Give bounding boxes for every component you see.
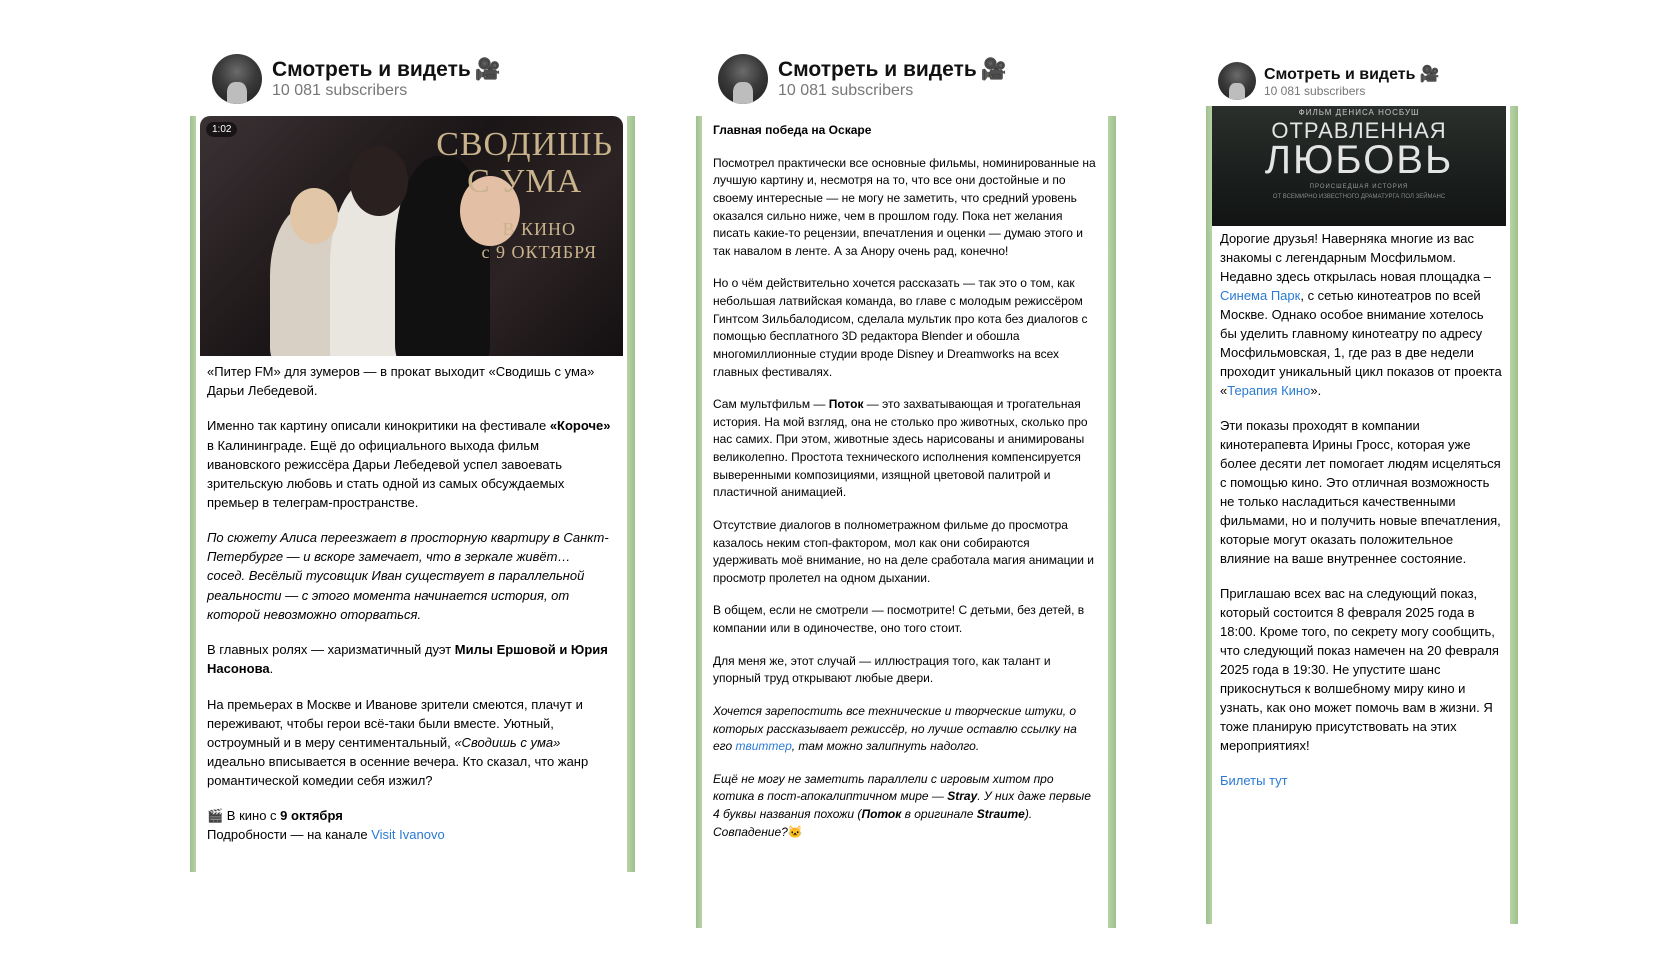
movie-camera-icon: 🎥 — [980, 58, 1007, 81]
subscriber-count: 10 081 subscribers — [1264, 84, 1366, 98]
paragraph: Для меня же, этот случай — иллюстрация того, как талант и упорный труд открывают любые двери. — [713, 653, 1051, 686]
poster-title: СВОДИШЬ С УМА — [436, 126, 613, 201]
poster-title-line-1: ОТРАВЛЕННАЯ — [1271, 118, 1447, 143]
post-body — [190, 116, 635, 872]
twitter-link[interactable]: твиттер — [735, 739, 792, 754]
terapiya-kino-link[interactable]: Терапия Кино — [1227, 382, 1311, 398]
post-heading: Главная победа на Оскаре — [713, 123, 872, 137]
avatar[interactable] — [718, 54, 768, 104]
channel-header[interactable] — [212, 54, 501, 104]
subscriber-count: 10 081 subscribers — [778, 82, 914, 99]
post-text — [1220, 230, 1504, 791]
poster-caption: ФИЛЬМ ДЕНИСА НОСБУШ — [1298, 108, 1420, 117]
paragraph: Отсутствие диалогов в полнометражном фильме до просмотра казалось неким стоп-фактором, мол как они собираются удерживать моё внимание, но на деле сработала магия анимации и просмотр пролетел на одном дыхании. — [713, 517, 1094, 585]
paragraph: Именно так картину описали кинокритики на фестивале «Короче» в Калининграде. Ещё до официального выхода фильм ивановского режиссёра Дарьи Лебедевой успел завоевать зрительскую любовь и стать одной из самых обсуждаемых премьер в телеграм-пространстве. — [207, 418, 611, 510]
post-text — [713, 122, 1097, 856]
poster-release: В КИНО с 9 ОКТЯБРЯ — [481, 219, 597, 262]
paragraph: Сам мультфильм — Поток — это захватывающая и трогательная история. На мой взгляд, она не столько про животных, сколько про нас самих. При этом, животные здесь нарисованы и анимированы великолепно. Простота технического исполнения компенсируется выверенными композициями, изящной цветовой палитрой и пластичной анимацией. — [713, 397, 1088, 500]
movie-camera-icon: 🎥 — [1419, 66, 1440, 83]
channel-title: Смотреть и видеть 🎥 — [1264, 66, 1440, 83]
paragraph: На премьерах в Москве и Иванове зрители смеются, плачут и переживают, чтобы герои всё-таки были вместе. Уютный, остроумный и в меру сентиментальный, «Сводишь с ума» идеально вписывается в осенние вечера. Кто сказал, что жанр романтической комедии себя изжил? — [207, 696, 589, 788]
cinema-park-link[interactable]: Синема Парк — [1220, 287, 1301, 303]
paragraph: «Питер FM» для зумеров — в прокат выходит «Сводишь с ума» Дарьи Лебедевой. — [207, 364, 595, 399]
release-line: 🎬 В кино с 9 октября — [207, 808, 343, 824]
subscriber-count: 10 081 subscribers — [272, 82, 408, 99]
clapper-icon: 🎬 — [207, 808, 224, 824]
post-text — [207, 362, 612, 845]
video-duration: 1:02 — [206, 122, 237, 137]
paragraph: Посмотрел практически все основные фильмы, номинированные на лучшую картину и, несмотря на то, что все они достойные и по своему интересные — не могу не заметить, что средний уровень оказался сильно ниже, чем в прошлом году. Пока нет желания писать какие-то рецензии, впечатления и оценки — думаю этого и так навалом в ленте. А за Анору очень рад, конечно! — [713, 155, 1096, 258]
paragraph: Приглашаю всех вас на следующий показ, который состоится 8 февраля 2025 года в 18:00. Кроме того, по секрету могу сообщить, что следующий показ намечен на 20 февраля 2025 года в 19:30. Не упустите шанс прикоснуться к волшебному миру кино и узнать, как оно может помочь вам в жизни. Я тоже планирую присутствовать на этих мероприятиях! — [1220, 585, 1499, 753]
tickets-link[interactable]: Билеты тут — [1220, 772, 1288, 788]
post-body — [1206, 106, 1518, 924]
post-body — [696, 116, 1116, 928]
avatar[interactable] — [212, 54, 262, 104]
cat-icon: 🐱 — [787, 824, 803, 839]
poster-image[interactable] — [1212, 106, 1506, 226]
details-line: Подробности — на канале Visit Ivanovo — [207, 827, 445, 843]
poster-title-line-2: ЛЮБОВЬ — [1264, 138, 1454, 182]
video-preview[interactable] — [200, 116, 623, 356]
paragraph: По сюжету Алиса переезжает в просторную квартиру в Санкт-Петербурге — и вскоре замечает, что в зеркале живёт… сосед. Весёлый тусовщик Иван существует в параллельной реальности — с этого момента начинается история, от которой невозможно оторваться. — [207, 530, 609, 622]
channel-header[interactable] — [718, 54, 1007, 104]
paragraph: В общем, если не смотрели — посмотрите! С детьми, без детей, в компании или в одиночестве, оно того стоит. — [713, 603, 1085, 635]
channel-title: Смотреть и видеть 🎥 — [272, 58, 501, 81]
channel-title: Смотреть и видеть 🎥 — [778, 58, 1007, 81]
poster-subtitle: ПРОИСШЕДШАЯ ИСТОРИЯ — [1309, 184, 1409, 190]
paragraph: Хочется зарепостить все технические и творческие штуки, о которых рассказывает режиссёр, но лучше оставлю ссылку на его твиттер, там можно залипнуть надолго. — [713, 703, 1077, 754]
avatar[interactable] — [1218, 62, 1256, 100]
paragraph: Ещё не могу не заметить параллели с игровым хитом про котика в пост-апокалиптичном мире — Stray. У них даже первые 4 буквы названия похожи (Поток в оригинале Straume). Совпадение?🐱 — [713, 771, 1091, 839]
paragraph: Дорогие друзья! Наверняка многие из вас знакомы с легендарным Мосфильмом. Недавно здесь открылась новая площадка – Синема Парк, с сетью кинотеатров по всей Москве. Однако особое внимание хотелось бы уделить главному кинотеатру по адресу Мосфильмовская, 1, где раз в две недели проходит уникальный цикл показов от проекта «Терапия Кино». — [1220, 231, 1502, 398]
visit-ivanovo-link[interactable]: Visit Ivanovo — [371, 827, 445, 843]
poster-credit: ОТ ВСЕМИРНО ИЗВЕСТНОГО ДРАМАТУРГА ПОЛ ЗЕЙМАНС — [1272, 194, 1446, 200]
paragraph: В главных ролях — харизматичный дуэт Милы Ершовой и Юрия Насонова. — [207, 642, 608, 677]
channel-header[interactable] — [1218, 62, 1439, 100]
movie-camera-icon: 🎥 — [474, 58, 501, 81]
paragraph: Эти показы проходят в компании кинотерапевта Ирины Гросс, которая уже более десяти лет помогает людям исцеляться с помощью кино. Это отличная возможность не только насладиться качественными фильмами, но и получить новые впечатления, которые могут оказать положительное влияние на ваше внутреннее состояние. — [1220, 417, 1501, 566]
paragraph: Но о чём действительно хочется рассказать — так это о том, как небольшая латвийская команда, во главе с молодым режиссёром Гинтсом Зильбалодисом, сделала мультик про кота без диалогов с помощью бесплатного 3D редактора Blender и обошла многомиллионные студии вроде Disney и Dreamworks на всех главных фестивалях. — [713, 276, 1088, 379]
